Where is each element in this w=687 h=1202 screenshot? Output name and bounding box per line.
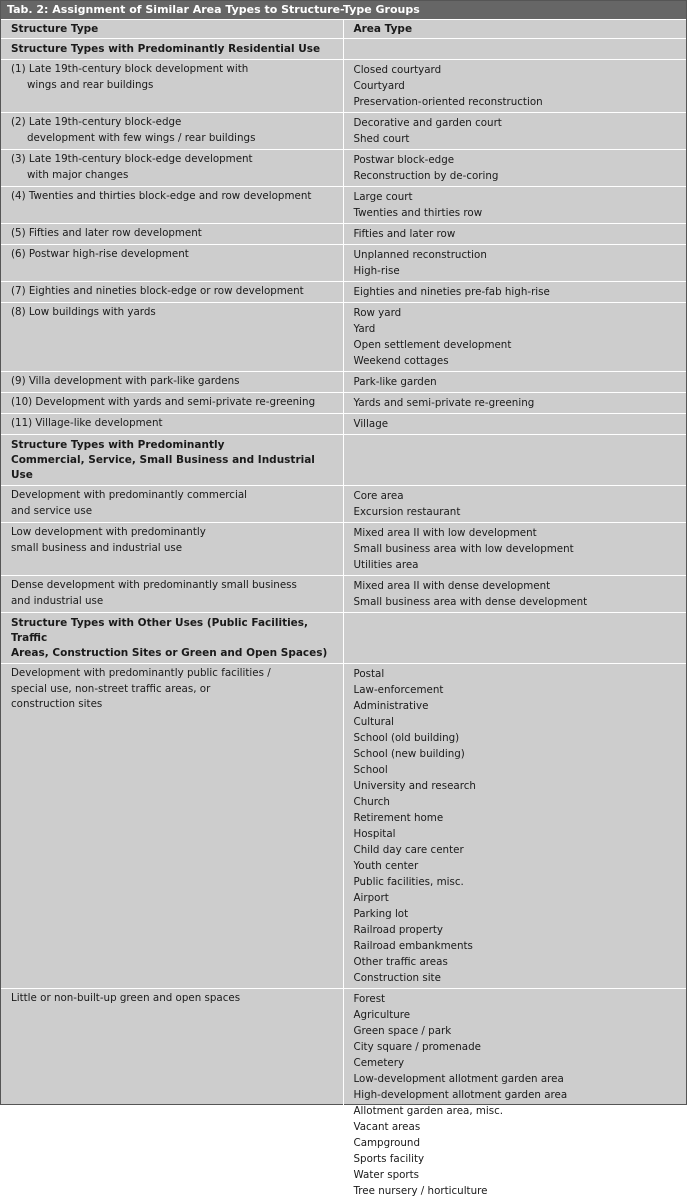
area-type-item: University and research [353, 780, 476, 792]
structure-type-line: wings and rear buildings [27, 78, 154, 91]
structure-type-line: and industrial use [11, 594, 104, 607]
column-header-structure-type: Structure Type [1, 20, 343, 39]
area-type-cell [343, 576, 686, 613]
table-row [1, 664, 686, 989]
area-type-item: Utilities area [353, 559, 419, 571]
column-header-row [1, 20, 686, 39]
structure-type-line: (3) Late 19th-century block-edge development [11, 153, 253, 165]
table-row [1, 60, 686, 113]
area-type-item: High-rise [353, 265, 400, 277]
structure-type-cell [1, 224, 343, 245]
area-type-item: Twenties and thirties row [353, 207, 483, 219]
area-type-item: Construction site [353, 972, 441, 984]
section-header-line: Structure Types with Predominantly [11, 439, 225, 451]
area-type-item: Airport [353, 892, 389, 904]
section-header-row [1, 39, 686, 60]
structure-type-line: (9) Villa development with park-like gardens [11, 375, 240, 387]
area-type-cell [343, 245, 686, 282]
area-type-item: Decorative and garden court [353, 117, 502, 129]
area-type-item: Courtyard [353, 80, 405, 92]
area-type-item: Other traffic areas [353, 956, 448, 968]
structure-type-line: (4) Twenties and thirties block-edge and row development [11, 190, 312, 202]
area-type-item: Agriculture [353, 1009, 411, 1021]
area-type-cell [343, 989, 686, 1202]
area-type-item: Public facilities, misc. [353, 876, 464, 888]
area-type-cell [343, 393, 686, 414]
area-type-item: Retirement home [353, 812, 444, 824]
area-type-item: Forest [353, 993, 386, 1005]
area-type-cell [343, 282, 686, 303]
table-row [1, 303, 686, 372]
area-type-item: Sports facility [353, 1153, 425, 1165]
section-header-label [1, 435, 343, 486]
structure-type-line: small business and industrial use [11, 541, 183, 554]
area-type-cell [343, 523, 686, 576]
structure-type-cell [1, 282, 343, 303]
structure-type-line: Development with predominantly public facilities / [11, 667, 271, 679]
area-type-item: Yards and semi-private re-greening [353, 397, 535, 409]
area-type-item: Open settlement development [353, 339, 512, 351]
area-type-item: Mixed area II with low development [353, 527, 537, 539]
table-row [1, 150, 686, 187]
table-row [1, 989, 686, 1202]
structure-type-cell [1, 113, 343, 150]
section-header-line: Structure Types with Predominantly Residential Use [11, 43, 321, 55]
table-row [1, 224, 686, 245]
structure-type-cell [1, 150, 343, 187]
area-type-item: Small business area with low development [353, 543, 574, 555]
area-type-cell [343, 486, 686, 523]
area-type-item: Campground [353, 1137, 420, 1149]
area-type-item: Shed court [353, 133, 410, 145]
structure-type-line: (2) Late 19th-century block-edge [11, 116, 182, 128]
structure-type-line: (7) Eighties and nineties block-edge or row development [11, 285, 304, 297]
area-type-cell [343, 372, 686, 393]
structure-type-cell [1, 523, 343, 576]
structure-type-cell [1, 414, 343, 435]
section-header-row [1, 435, 686, 486]
area-type-item: Child day care center [353, 844, 464, 856]
structure-type-cell [1, 187, 343, 224]
assignment-table [1, 20, 686, 1202]
structure-type-line: Dense development with predominantly small business [11, 579, 297, 591]
area-type-item: School (new building) [353, 748, 465, 760]
structure-type-cell [1, 989, 343, 1202]
section-header-line: Structure Types with Other Uses (Public Facilities, Traffic [11, 617, 309, 644]
area-type-item: Law-enforcement [353, 684, 444, 696]
section-header-label [1, 613, 343, 664]
area-type-item: Yard [353, 323, 376, 335]
area-type-item: Closed courtyard [353, 64, 442, 76]
structure-type-line: (11) Village-like development [11, 417, 163, 429]
area-type-item: Fifties and later row [353, 228, 456, 240]
structure-type-cell [1, 60, 343, 113]
area-type-item: Allotment garden area, misc. [353, 1105, 504, 1117]
section-header-label [1, 39, 343, 60]
area-type-item: School [353, 764, 388, 776]
structure-type-line: Little or non-built-up green and open spaces [11, 992, 241, 1004]
area-type-item: Village [353, 418, 389, 430]
area-type-item: Cultural [353, 716, 395, 728]
structure-type-line: (8) Low buildings with yards [11, 306, 156, 318]
area-type-item: Mixed area II with dense development [353, 580, 551, 592]
table-row [1, 414, 686, 435]
area-type-item: Cemetery [353, 1057, 405, 1069]
table-row [1, 245, 686, 282]
area-type-item: Railroad embankments [353, 940, 473, 952]
structure-type-cell [1, 372, 343, 393]
structure-type-line: (10) Development with yards and semi-private re-greening [11, 396, 316, 408]
column-header-area-type: Area Type [343, 20, 686, 39]
area-type-cell [343, 187, 686, 224]
structure-type-line: (1) Late 19th-century block development with [11, 63, 249, 75]
section-header-empty-cell [343, 435, 686, 486]
area-type-item: Eighties and nineties pre-fab high-rise [353, 286, 550, 298]
structure-type-line: special use, non-street traffic areas, or [11, 682, 211, 695]
area-type-item: Large court [353, 191, 413, 203]
table-row [1, 187, 686, 224]
area-type-cell [343, 150, 686, 187]
area-type-item: Low-development allotment garden area [353, 1073, 564, 1085]
area-type-item: Tree nursery / horticulture [353, 1185, 488, 1197]
section-header-row [1, 613, 686, 664]
table-row [1, 576, 686, 613]
section-header-line: Commercial, Service, Small Business and Industrial Use [11, 454, 315, 481]
table-title: Tab. 2: Assignment of Similar Area Types to Structure-Type Groups [1, 1, 686, 20]
table-body [1, 39, 686, 1202]
table-row [1, 372, 686, 393]
area-type-item: Park-like garden [353, 376, 437, 388]
area-type-cell [343, 664, 686, 989]
area-type-item: Preservation-oriented reconstruction [353, 96, 543, 108]
structure-type-line: Development with predominantly commercial [11, 489, 247, 501]
area-type-item: Parking lot [353, 908, 409, 920]
area-type-item: High-development allotment garden area [353, 1089, 568, 1101]
section-header-empty-cell [343, 39, 686, 60]
area-type-cell [343, 60, 686, 113]
structure-type-cell [1, 576, 343, 613]
area-type-item: Church [353, 796, 390, 808]
structure-type-line: and service use [11, 504, 93, 517]
structure-type-cell [1, 664, 343, 989]
structure-type-line: Low development with predominantly [11, 526, 206, 538]
area-type-item: Green space / park [353, 1025, 452, 1037]
structure-type-line: construction sites [11, 698, 103, 710]
structure-type-line: (5) Fifties and later row development [11, 227, 202, 239]
area-type-item: Excursion restaurant [353, 506, 461, 518]
table-row [1, 486, 686, 523]
table-row [1, 393, 686, 414]
table-row [1, 282, 686, 303]
table-row [1, 113, 686, 150]
area-type-cell [343, 414, 686, 435]
area-type-item: Water sports [353, 1169, 420, 1181]
structure-type-line: with major changes [27, 168, 129, 181]
area-type-item: Small business area with dense development [353, 596, 588, 608]
area-type-cell [343, 224, 686, 245]
area-type-item: Core area [353, 490, 404, 502]
area-type-item: Row yard [353, 307, 402, 319]
area-type-item: School (old building) [353, 732, 460, 744]
structure-type-line: (6) Postwar high-rise development [11, 248, 189, 260]
area-type-item: Hospital [353, 828, 396, 840]
area-type-item: Postwar block-edge [353, 154, 455, 166]
area-type-item: Unplanned reconstruction [353, 249, 487, 261]
structure-type-cell [1, 486, 343, 523]
area-type-item: Vacant areas [353, 1121, 421, 1133]
section-header-line: Areas, Construction Sites or Green and Open Spaces) [11, 647, 328, 659]
area-type-cell [343, 113, 686, 150]
area-type-item: Youth center [353, 860, 419, 872]
section-header-empty-cell [343, 613, 686, 664]
structure-type-cell [1, 303, 343, 372]
area-type-item: Railroad property [353, 924, 443, 936]
structure-type-line: development with few wings / rear buildings [27, 131, 256, 144]
area-type-cell [343, 303, 686, 372]
area-type-item: Administrative [353, 700, 429, 712]
area-type-item: Reconstruction by de-coring [353, 170, 499, 182]
area-type-item: Weekend cottages [353, 355, 449, 367]
area-type-item: Postal [353, 668, 385, 680]
structure-type-cell [1, 245, 343, 282]
table-row [1, 523, 686, 576]
area-type-item: City square / promenade [353, 1041, 481, 1053]
structure-type-cell [1, 393, 343, 414]
